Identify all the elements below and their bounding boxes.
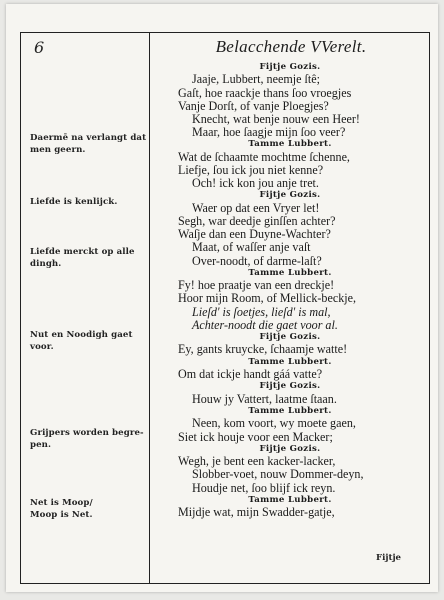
catchword: Fijtje — [376, 553, 402, 563]
verse-line: Achter-noodt die gaet voor al. — [192, 317, 338, 332]
margin-divider — [149, 32, 150, 584]
speaker-name: Tamme Lubbert. — [248, 356, 332, 367]
verse-line: Fy! hoe praatje van een dreckje! — [178, 278, 335, 293]
page-number: 6 — [34, 38, 45, 57]
verse-line: Siet ick houje voor een Macker; — [178, 429, 333, 444]
speaker-name: Fijtje Gozis. — [259, 443, 321, 454]
speaker-name: Fijtje Gozis. — [259, 332, 321, 343]
verse-line: Wegh, je bent een kacker-lacker, — [178, 454, 336, 469]
speaker-name: Tamme Lubbert. — [248, 267, 332, 278]
margin-note: Liefde is kenlijck. — [30, 197, 118, 207]
verse-line: Vanje Dorſt, of vanje Ploegjes? — [178, 98, 329, 113]
verse-line: Mijdje wat, mijn Swadder-gatje, — [178, 505, 335, 520]
verse-line: Segh, war deedje ginſſen achter? — [178, 214, 336, 229]
verse-line: Neen, kom voort, wy moete gaen, — [192, 416, 356, 431]
speaker-name: Fijtje Gozis. — [259, 381, 321, 392]
verse-line: Hoor mijn Room, of Mellick-beckje, — [178, 291, 357, 306]
speaker-name: Fijtje Gozis. — [259, 190, 321, 201]
speaker-name: Tamme Lubbert. — [248, 494, 332, 505]
margin-note: Daermē na verlangt dat men geern. — [30, 133, 147, 155]
verse-line: Och! ick kon jou anje tret. — [192, 176, 319, 191]
verse-line: Wat de ſchaamte mochtme ſchenne, — [178, 149, 350, 164]
margin-note: Net is Moop/ Moop is Net. — [30, 498, 93, 520]
margin-note: Liefde merckt op alle dingh. — [30, 247, 135, 269]
book-page — [6, 4, 438, 592]
verse-line: Ey, gants kruycke, ſchaamje watte! — [178, 342, 348, 357]
verse-line: Houdje net, ſoo blijf ick reyn. — [192, 480, 336, 495]
verse-line: Gaſt, hoe raackje thans ſoo vroegjes — [178, 85, 352, 100]
verse-line: Om dat ickje handt gáá vatte? — [178, 367, 323, 382]
margin-note: Grijpers worden begre- pen. — [30, 428, 144, 450]
verse-line: Jaaje, Lubbert, neemje ſtê; — [192, 72, 320, 87]
verse-line: Knecht, wat benje nouw een Heer! — [192, 112, 360, 127]
dialogue-text — [154, 62, 426, 519]
speaker-name: Fijtje Gozis. — [259, 62, 321, 72]
verse-line: Waer op dat een Vryer let! — [192, 200, 320, 215]
verse-line: Maat, of waſſer anje vaſt — [192, 240, 311, 255]
speaker-name: Tamme Lubbert. — [248, 405, 332, 416]
verse-line: Waſje dan een Duyne-Wachter? — [178, 227, 331, 242]
verse-line: Maar, hoe ſaagje mijn ſoo veer? — [192, 125, 346, 140]
running-head: Belacchende VVerelt. — [215, 37, 367, 56]
verse-line: Lieſd' is ſoetjes, lieſd' is mal, — [192, 304, 331, 319]
verse-line: Liefje, ſou ick jou niet kenne? — [178, 163, 324, 178]
verse-line: Houw jy Vattert, laatme ſtaan. — [192, 391, 337, 406]
verse-line: Over-noodt, of darme-laſt? — [192, 253, 322, 268]
speaker-name: Tamme Lubbert. — [248, 139, 332, 150]
margin-note: Nut en Noodigh gaet voor. — [30, 330, 133, 352]
verse-line: Slobber-voet, nouw Dommer-deyn, — [192, 467, 364, 482]
